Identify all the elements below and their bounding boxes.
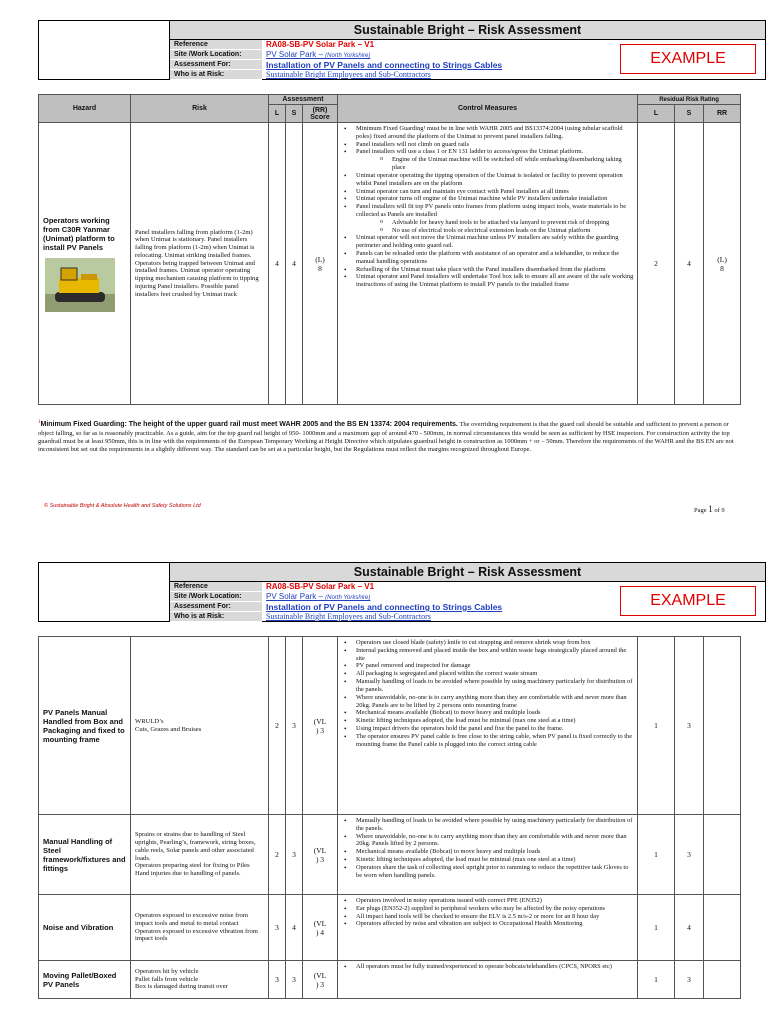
control-measure-item: • Panel installers will use a class 1 or EN 131 ladder to access/egress the Unimat platform. [342,148,634,156]
document-title: Sustainable Bright – Risk Assessment [170,562,766,582]
control-measure-item: • All operators must be fully trained/experienced to operate bobcats/telehandlers (CPCS, NPORS etc) [342,963,634,971]
control-measure-item: • The operator ensures PV panel cable is free close to the string cable, when PV panel is fixed correctly to the mounting frame the Panel cable is plugged into the correct string cable [342,733,634,749]
unimat-machine-image [45,258,115,312]
assessment-label: Assessment For: [170,60,262,70]
assessment-header: Assessment [269,95,338,105]
hazard-header: Hazard [39,95,131,123]
copyright: © Sustainable Bright & Absolute Health and Safety Solutions Ltd [44,503,201,509]
control-measure-item: • Unimat operator will not move the Unimat machine unless PV installers are safely within the guarding perimeter and holding onto guard rail. [342,234,634,250]
risk-header: Risk [131,95,269,123]
control-measure-item: • Unimat operator operating the tipping operation of the Unimat is isolated or facility to prevent operation whilst Panel installers are on the platform [342,172,634,188]
likelihood-value: 2 [269,637,286,815]
control-measure-item: • Unimat operator and Panel installers will undertake Tool box talk to ensure all are aware of the safe working instructions of using the Unimat platform to install PV panels to the installed frame [342,273,634,289]
control-measure-item: • Operators involved in noisy operations issued with correct PPE (EN352) [342,897,634,905]
severity-value: 3 [286,961,303,999]
control-measure-item: • Panel installers will not climb on guard rails [342,141,634,149]
control-measures-list [342,125,634,289]
footnote: $^1$Minimum Fixed Guarding: The height of the upper guard rail must meet WAHR 2005 and the BS EN 13374: 2004 requirements. The overriding requirement is that the guard rail should be suitable and sufficient to prevent a person or object falling, so far as is reasonably practicable. As a guide, aim for the top guard rail height of 950- 1000mm and a maximum gap of around 470 - 500mm, in normal circumstances this would be seen as sufficient by HSE inspectors. For construction activity the top guardrail must be at least 950mm, this is in line with the requirements of the European Temporary Working at Height Directive which stipulates guardrail height in construction as 1000mm + or – 50mm. Therefore the requirements of the WAHR and the BS EN are not inconsistent but set out the requirements in a slightly different way. The standard can be set at a particular height, but the Regulations must reflect the margins recognized throughout Europe. [38,420,734,454]
who-at-risk-value: Sustainable Bright Employees and Sub-Contractors [266,70,431,79]
risk-cell: Sprains or strains due to handling of Steel uprights, Pearling’s, framework, string boxes, cable reels, Solar panels and other associated loads. Operators preparing steel for fixing to Piles Hand injuries due to handling of panels. [131,815,269,895]
severity-header: S [286,105,303,123]
reference-value: RA08-SB-PV Solar Park – V1 [266,582,375,591]
residual-rr-value [704,815,741,895]
residual-rr-value [704,895,741,961]
hazard-cell: Operators working from C30R Yanmar (Unimat) platform to install PV Panels [39,123,131,405]
reference-label: Reference [170,582,262,592]
control-measures-cell [338,815,638,895]
who-at-risk-label: Who is at Risk: [170,70,262,80]
site-value: PV Solar Park – (North Yorkshire) [266,50,371,59]
control-measure-item: • Panels can be reloaded onto the platform with assistance of an operator and a telehandler, to reduce the manual handling operations [342,250,634,266]
control-measure-subitem: o No use of electrical tools or electrical extension leads on the Unimat platform [342,227,634,235]
control-measure-item: • All packaging is segregated and placed within the correct waste stream [342,670,634,678]
control-measures-list [342,639,634,748]
risk-table [38,94,741,405]
control-measure-item: • Minimum Fixed Guarding¹ must be in line with WAHR 2005 and BS13374:2004 (using tubular scaffold poles) fixed around the platform of the Unimat to prevent panel installers falling. [342,125,634,141]
reference-value: RA08-SB-PV Solar Park – V1 [266,40,375,49]
residual-likelihood-value: 1 [638,895,675,961]
control-measure-item: • Refuelling of the Unimat must take place with the Panel installers disembarked from the platform [342,266,634,274]
control-measure-item: • Unimat operator turns off engine of the Unimat machine while PV installers undertake installation [342,195,634,203]
control-measure-item: • Operators share the task of collecting steel upright prior to ramming to reduce the repetitive task Gloves to be worn when handling panels. [342,864,634,880]
control-measure-item: • Operators affected by noise and vibration are subject to Occupational Health Monitoring [342,920,634,928]
likelihood-header: L [269,105,286,123]
document-page-2 [0,562,768,1024]
risk-cell: Operators exposed to excessive noise from impact tools and metal to metal contact Operators exposed to excessive vibration from impact tools [131,895,269,961]
residual-severity-value: 3 [675,961,704,999]
risk-assessment-header-2 [38,562,766,622]
control-measures-header: Control Measures [338,95,638,123]
residual-rr-value [704,961,741,999]
rr-score-value: (VL ) 3 [303,637,338,815]
site-label: Site /Work Location: [170,50,262,60]
assessment-label: Assessment For: [170,602,262,612]
control-measure-subitem: o Engine of the Unimat machine will be switched off while embarking/disembarking taking place [342,156,634,172]
control-measure-item: • Unimat operator can turn and maintain eye contact with Panel installers at all times [342,188,634,196]
likelihood-value: 3 [269,895,286,961]
residual-likelihood-value: 1 [638,961,675,999]
page-number: Page 1 of 9 [694,504,725,514]
hazard-cell: Manual Handling of Steel framework/fixtures and fittings [39,815,131,895]
residual-severity-header: S [675,105,704,123]
rr-score-value: (VL ) 4 [303,895,338,961]
rr-score-header: (RR) Score [303,105,338,123]
residual-rr-value: (L) 8 [704,123,741,405]
control-measure-item: • Operators use closed blade (safety) knife to cut strapping and remove shrink wrap from box [342,639,634,647]
example-stamp: EXAMPLE [620,586,756,616]
document-title: Sustainable Bright – Risk Assessment [170,20,766,40]
residual-risk-header: Residual Risk Rating [638,95,741,105]
residual-likelihood-value: 1 [638,815,675,895]
rr-score-value: (VL ) 3 [303,961,338,999]
severity-value: 4 [286,895,303,961]
control-measures-list [342,897,634,928]
risk-assessment-header [38,20,766,80]
control-measure-item: • Mechanical means available (Bobcat) to move heavy and multiple loads [342,709,634,717]
control-measure-item: • Kinetic lifting techniques adopted, the load must be minimal (max one steel at a time) [342,856,634,864]
risk-table-2 [38,636,741,999]
control-measure-item: • All impact hand tools will be checked to ensure the ELV is 2.5 m/s-2 or more for an 8 hour day [342,913,634,921]
who-at-risk-value: Sustainable Bright Employees and Sub-Contractors [266,612,431,621]
control-measure-item: • Mechanical means available (Bobcat) to move heavy and multiple loads [342,848,634,856]
likelihood-value: 3 [269,961,286,999]
control-measure-item: • Where unavoidable, no-one is to carry anything more than they are comfortable with and never more than 20kg. Panels are to be lifted by 2 persons onto mounting frame [342,694,634,710]
control-measures-cell [338,637,638,815]
risk-cell: WRULD’s Cuts, Grazes and Bruises [131,637,269,815]
severity-value: 3 [286,815,303,895]
logo-box [38,562,170,622]
table-row [39,961,741,999]
rr-score-value: (L) 8 [303,123,338,405]
control-measure-item: • Kinetic lifting techniques adopted, the load must be minimal (max one steel at a time) [342,717,634,725]
assessment-value: Installation of PV Panels and connecting to Strings Cables [266,602,503,612]
severity-value: 4 [286,123,303,405]
control-measure-item: • Manually handling of loads to be avoided where possible by using machinery particularly for distribution of the panels. [342,678,634,694]
residual-severity-value: 4 [675,123,704,405]
control-measure-item: • Where unavoidable, no-one is to carry anything more than they are comfortable with and never more than 20kg. Panels lifted by 2 persons. [342,833,634,849]
residual-severity-value: 3 [675,637,704,815]
risk-cell: Operators hit by vehicle Pallet falls from vehicle Box is damaged during transit over [131,961,269,999]
site-value: PV Solar Park – (North Yorkshire) [266,592,371,601]
residual-rr-header: RR [704,105,741,123]
control-measure-subitem: o Advisable for heavy hand tools to be attached via lanyard to prevent risk of dropping [342,219,634,227]
control-measure-item: • Panel installers will fit top PV panels onto frames from platform using impact tools, waste materials to be collected as Panels are installed [342,203,634,219]
logo-box [38,20,170,80]
control-measures-cell [338,961,638,999]
control-measure-item: • PV panel removed and inspected for damage [342,662,634,670]
assessment-value: Installation of PV Panels and connecting to Strings Cables [266,60,503,70]
control-measure-item: • Ear plugs (EN352-2) supplied to peripheral workers who may be affected by the noisy operations [342,905,634,913]
residual-rr-value [704,637,741,815]
control-measures-list [342,817,634,880]
residual-severity-value: 3 [675,815,704,895]
severity-value: 3 [286,637,303,815]
likelihood-value: 2 [269,815,286,895]
table-row [39,815,741,895]
hazard-cell: PV Panels Manual Handled from Box and Packaging and fixed to mounting frame [39,637,131,815]
who-at-risk-label: Who is at Risk: [170,612,262,622]
example-stamp: EXAMPLE [620,44,756,74]
likelihood-value: 4 [269,123,286,405]
table-row [39,123,741,405]
residual-likelihood-header: L [638,105,675,123]
control-measures-cell [338,895,638,961]
residual-severity-value: 4 [675,895,704,961]
control-measures-list [342,963,634,971]
hazard-cell: Noise and Vibration [39,895,131,961]
table-row [39,895,741,961]
site-label: Site /Work Location: [170,592,262,602]
hazard-cell: Moving Pallet/Boxed PV Panels [39,961,131,999]
control-measure-item: • Internal packing removed and placed inside the box and within waste bags strategically placed around the site [342,647,634,663]
residual-likelihood-value: 2 [638,123,675,405]
control-measure-item: • Manually handling of loads to be avoided where possible by using machinery particularly for distribution of the panels. [342,817,634,833]
rr-score-value: (VL ) 3 [303,815,338,895]
control-measures-cell [338,123,638,405]
residual-likelihood-value: 1 [638,637,675,815]
table-row [39,637,741,815]
control-measure-item: • Using impact drivers the operators hold the panel and fixe the panel to the frame. [342,725,634,733]
reference-label: Reference [170,40,262,50]
risk-cell: Panel installers falling from platform (1-2m) when Unimat is stationary. Panel installers falling from platform (1-2m) when Unimat is relocating. Unimat striking installed frames. Operators being trapped between Unimat and installed frames. Unimat operator operating tipping mechanism causing platform to tipping injuring Panel installers. Possible panel installers feet crushed by Unimat track [131,123,269,405]
